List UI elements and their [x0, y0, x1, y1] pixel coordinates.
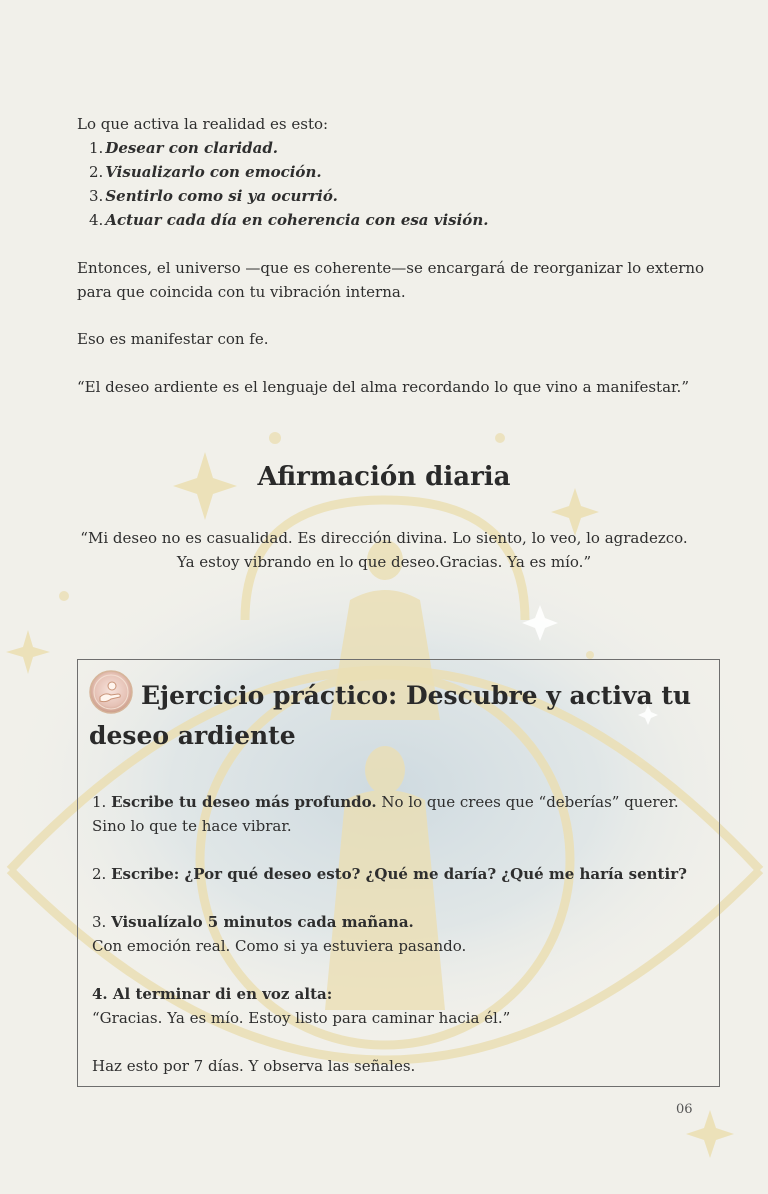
affirmation-quote — [64, 526, 704, 574]
exercise-closing: Haz esto por 7 días. Y observa las señales. — [92, 1057, 416, 1075]
quote-paragraph: “El deseo ardiente es el lenguaje del alma recordando lo que vino a manifestar.” — [77, 378, 689, 396]
exercise-item-4: 4. Al terminar di en voz alta: “Gracias. Ya es mío. Estoy listo para caminar hacia él.” — [92, 985, 511, 1027]
universe-paragraph: Entonces, el universo —que es coherente—se encargará de reorganizar lo externo para que coincida con tu vibración interna. — [77, 259, 705, 301]
exercise-box — [77, 659, 720, 1087]
manifest-paragraph: Eso es manifestar con fe. — [77, 330, 269, 348]
intro-lead: Lo que activa la realidad es esto: — [77, 115, 329, 133]
steps-list — [77, 136, 717, 232]
page-number: 06 — [676, 1102, 693, 1117]
step-item: 1. Desear con claridad. — [89, 139, 279, 157]
affirmation-line-2: Ya estoy vibrando en lo que deseo.Gracias. Ya es mío.” — [176, 553, 592, 571]
exercise-title: Ejercicio práctico: Descubre y activa tu deseo ardiente — [89, 670, 709, 756]
affirmation-line-1: “Mi deseo no es casualidad. Es dirección divina. Lo siento, lo veo, lo agradezco. — [80, 529, 688, 547]
exercise-item-2: 2. Escribe: ¿Por qué deseo esto? ¿Qué me daría? ¿Qué me haría sentir? — [92, 865, 687, 883]
hand-holding-orb-icon — [89, 670, 133, 714]
exercise-item-3: 3. Visualízalo 5 minutos cada mañana. Con emoción real. Como si ya estuviera pasando. — [92, 913, 467, 955]
affirmation-title: Afirmación diaria — [257, 462, 511, 492]
intro-section — [77, 112, 717, 232]
exercise-body — [92, 790, 702, 1078]
step-item: 3. Sentirlo como si ya ocurrió. — [89, 187, 338, 205]
step-item: 4. Actuar cada día en coherencia con esa visión. — [89, 211, 489, 229]
exercise-item-1: 1. Escribe tu deseo más profundo. No lo que crees que “deberías” querer. Sino lo que te hace vibrar. — [92, 793, 679, 835]
step-item: 2. Visualizarlo con emoción. — [89, 163, 322, 181]
